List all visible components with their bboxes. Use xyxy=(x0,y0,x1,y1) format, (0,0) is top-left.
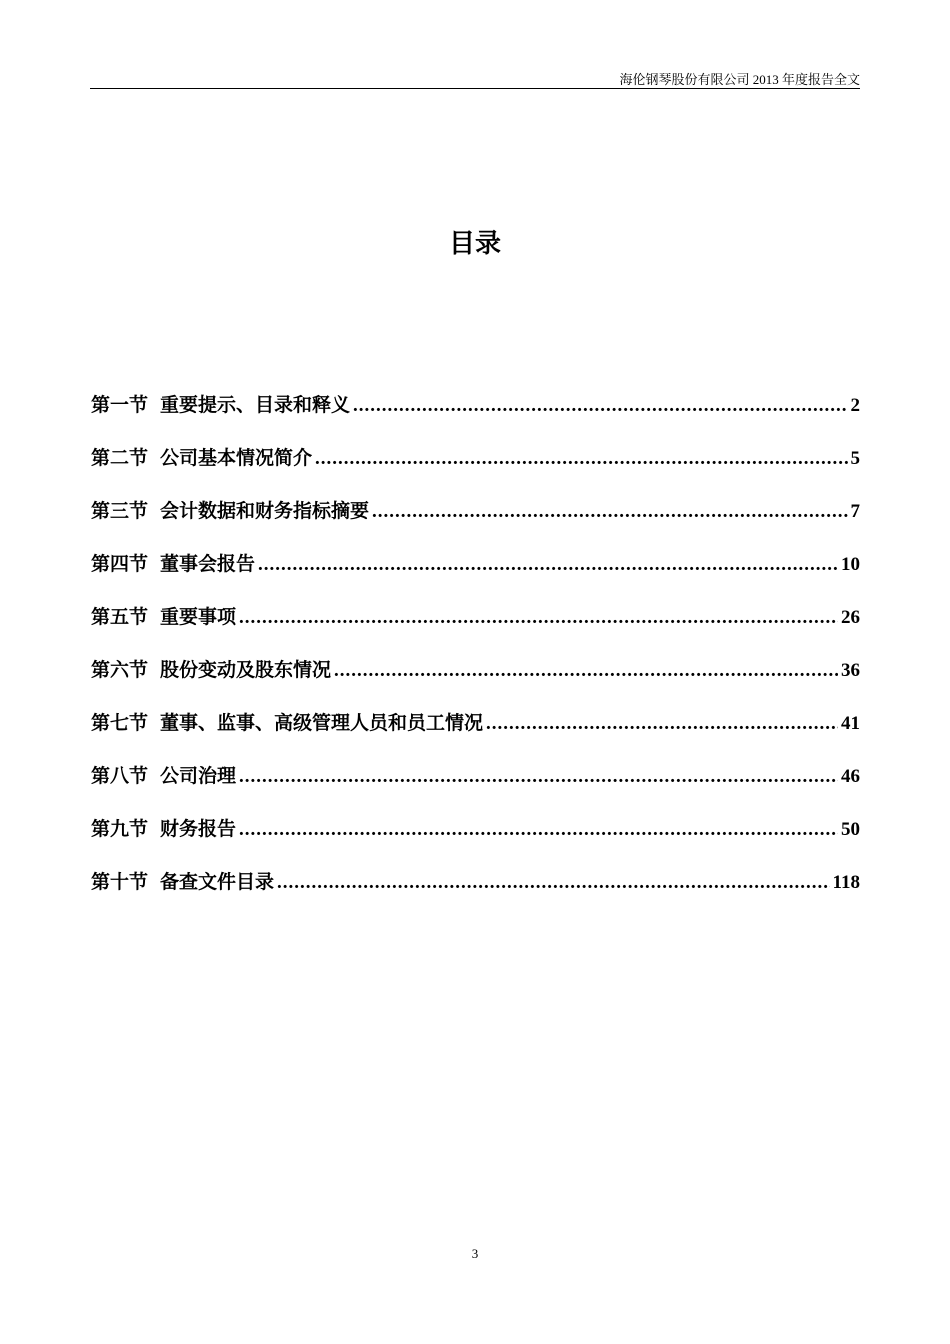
toc-title: 财务报告 xyxy=(160,818,237,840)
toc-page-number: 36 xyxy=(841,660,860,681)
toc-leader xyxy=(372,501,847,523)
toc-entry[interactable] xyxy=(91,867,860,920)
toc-leader xyxy=(239,819,838,841)
toc-leader xyxy=(353,395,847,417)
toc-section-label: 第一节 xyxy=(91,394,149,416)
header-text: 海伦钢琴股份有限公司 2013 年度报告全文 xyxy=(619,72,860,87)
toc-page-number: 5 xyxy=(850,448,860,469)
toc-page-number: 7 xyxy=(850,501,860,522)
toc-entry[interactable] xyxy=(91,814,860,867)
page-header xyxy=(90,72,860,89)
toc-section-label: 第六节 xyxy=(91,659,149,681)
toc-entry[interactable] xyxy=(91,390,860,443)
toc-title: 股份变动及股东情况 xyxy=(160,659,332,681)
toc-leader xyxy=(486,713,838,735)
toc-page-number: 10 xyxy=(841,554,860,575)
toc-leader xyxy=(334,660,838,682)
toc-page-number: 50 xyxy=(841,819,860,840)
toc-page-number: 41 xyxy=(841,713,860,734)
toc-section-label: 第七节 xyxy=(91,712,149,734)
toc-title: 董事会报告 xyxy=(160,553,256,575)
toc-section-label: 第八节 xyxy=(91,765,149,787)
toc-entry[interactable] xyxy=(91,496,860,549)
toc-leader xyxy=(315,448,847,470)
toc-section-label: 第十节 xyxy=(91,871,149,893)
toc-title: 公司治理 xyxy=(160,765,237,787)
toc-leader xyxy=(239,607,838,629)
toc-entry[interactable] xyxy=(91,443,860,496)
toc-section-label: 第四节 xyxy=(91,553,149,575)
toc-section-label: 第五节 xyxy=(91,606,149,628)
toc-entry[interactable] xyxy=(91,761,860,814)
toc-page-number: 2 xyxy=(850,395,860,416)
toc-entry[interactable] xyxy=(91,602,860,655)
toc-title: 会计数据和财务指标摘要 xyxy=(160,500,370,522)
toc-section-label: 第二节 xyxy=(91,447,149,469)
toc-title: 备查文件目录 xyxy=(160,871,275,893)
page-title: 目录 xyxy=(448,229,501,259)
toc-page-number: 26 xyxy=(841,607,860,628)
toc-leader xyxy=(258,554,838,576)
footer-page-number: 3 xyxy=(471,1246,479,1261)
table-of-contents xyxy=(91,390,860,920)
toc-section-label: 第九节 xyxy=(91,818,149,840)
toc-entry[interactable] xyxy=(91,549,860,602)
toc-leader xyxy=(239,766,838,788)
toc-section-label: 第三节 xyxy=(91,500,149,522)
toc-page-number: 46 xyxy=(841,766,860,787)
toc-page-number: 118 xyxy=(832,872,860,893)
toc-title: 重要提示、目录和释义 xyxy=(160,394,351,416)
toc-title: 董事、监事、高级管理人员和员工情况 xyxy=(160,712,484,734)
toc-leader xyxy=(277,872,830,894)
toc-entry[interactable] xyxy=(91,708,860,761)
toc-entry[interactable] xyxy=(91,655,860,708)
toc-title: 重要事项 xyxy=(160,606,237,628)
toc-title: 公司基本情况简介 xyxy=(160,447,313,469)
